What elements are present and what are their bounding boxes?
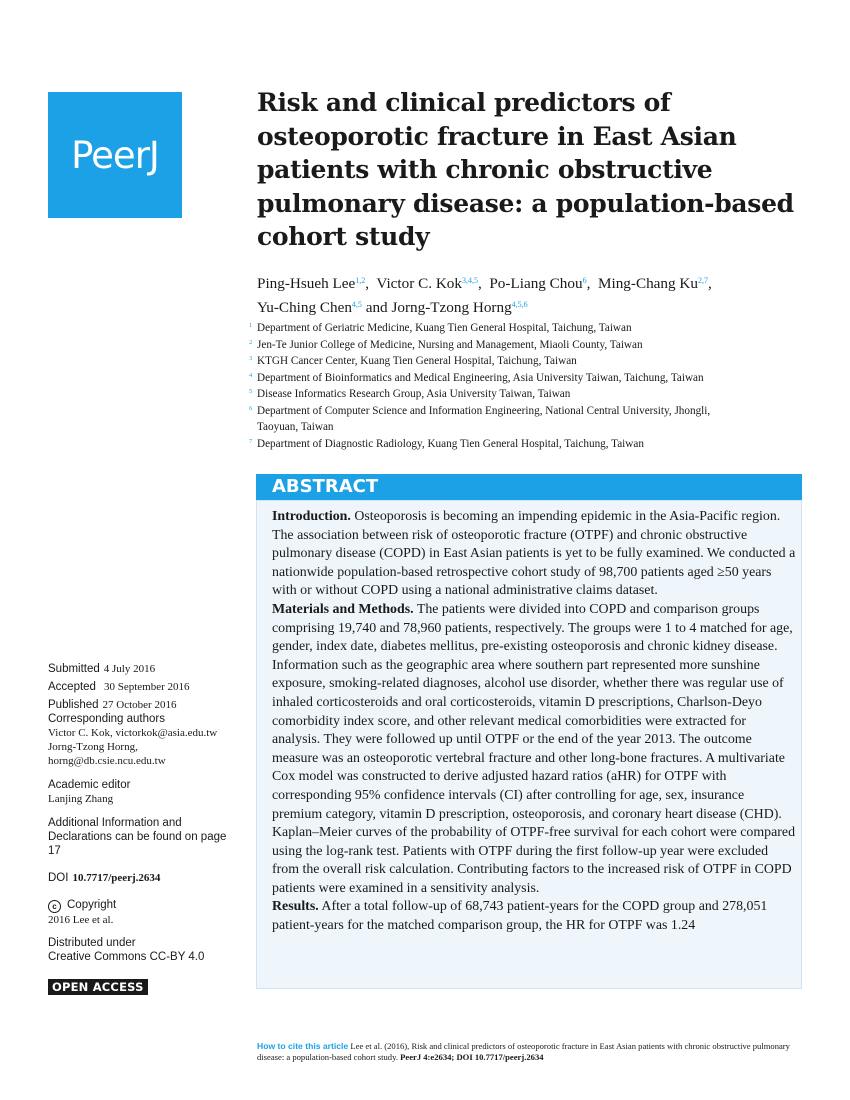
additional-info[interactable]: Additional Information and Declarations can be found on page 17 <box>48 817 227 857</box>
affiliation-item <box>249 403 737 436</box>
authors-and: and <box>365 299 388 316</box>
license-link[interactable]: Creative Commons CC-BY 4.0 <box>48 951 205 963</box>
copyright-label: Copyright <box>67 899 117 911</box>
author-name[interactable]: Ming-Chang Ku <box>597 275 698 292</box>
author-affil-ref: 2,7 <box>697 276 708 285</box>
accepted-date: 30 September 2016 <box>103 681 190 693</box>
affiliation-number: 5 <box>249 388 253 395</box>
corresponding-email-2[interactable]: horng@db.csie.ncu.edu.tw <box>48 755 166 767</box>
affiliation-text: Jen-Te Junior College of Medicine, Nursing and Management, Miaoli County, Taiwan <box>257 338 643 351</box>
affiliation-number: 6 <box>249 404 253 412</box>
author-name[interactable]: Yu-Ching Chen <box>257 299 352 316</box>
author-affil-ref: 6 <box>582 276 587 285</box>
affiliation-item <box>249 370 809 387</box>
affiliation-number: 3 <box>249 355 253 362</box>
citation-footer <box>257 1041 802 1063</box>
accepted-label: Accepted <box>48 681 96 693</box>
published-label: Published <box>48 699 99 711</box>
author-name[interactable]: Victor C. Kok <box>376 275 462 292</box>
copyright-block <box>48 895 248 927</box>
methods-label: Materials and Methods. <box>272 601 414 617</box>
copyright-holder: 2016 Lee et al. <box>48 914 114 926</box>
intro-text: Osteoporosis is becoming an impending epidemic in the Asia-Pacific region. The association between risk of osteoporotic fracture (OTPF) and chronic obstructive pulmonary disease (COPD) in East Asian patients is yet to be fully examined. We conducted a nationwide population-based retrospective cohort study of 98,700 patients aged ≥50 years with or without COPD using a national administrative claims dataset. <box>272 509 796 599</box>
affiliation-text: Department of Diagnostic Radiology, Kuang Tien General Hospital, Taichung, Taiwan <box>257 437 644 450</box>
published-date: 27 October 2016 <box>102 699 177 711</box>
doi-label: DOI <box>48 872 69 884</box>
editor-label: Academic editor <box>48 779 131 791</box>
affiliation-text: Disease Informatics Research Group, Asia University Taiwan, Taiwan <box>257 388 571 400</box>
article-title: Risk and clinical predictors of osteoporotic fracture in East Asian patients with chronic obstructive pulmonary disease: a population-based cohort study <box>257 88 794 251</box>
submitted-label: Submitted <box>48 663 100 675</box>
author-name[interactable]: Jorng-Tzong Horng <box>391 299 512 316</box>
methods-text: The patients were divided into COPD and comparison groups comprising 19,740 and 78,960 patients, respectively. The groups were 1 to 4 matched for age, gender, index date, diabetes mellitus, pre-existing osteoporosis and chronic kidney disease. Information such as the geographic area where southern part represented more sunshine exposure, smoking-related diagnoses, alcohol use disorder, whether there was regular use of inhaled corticosteroids and oral corticosteroids, vitamin D prescriptions, Charlson-Deyo comorbidity index score, and other relevant medical comorbidities were extracted for analysis. They were followed up until OTPF or the end of the year 2013. The outcome measure was an osteoporotic vertebral fracture and other long-bone fractures. A multivariate Cox model was constructed to derive adjusted hazard ratios (aHR) for OTPF with corresponding 95% confidence intervals (CI) after controlling for age, sex, insurance premium category, vitamin D prescription, osteoporosis, and coronary heart disease (CHD). Kaplan–Meier curves of the probability of OTPF-free survival for each cohort were compared using the log-rank test. Patients with OTPF during the first follow-up year were excluded from the overall risk calculation. Contributing factors to the increased risk of OTPF in COPD patients were examined in a sensitivity analysis. <box>272 601 796 896</box>
affiliation-item <box>249 386 809 403</box>
affiliation-item <box>249 436 809 453</box>
author-list: Ping-Hsueh Lee$^{1,2}$, Victor C. Kok$^{3,4,5}$, Po-Liang Chou$^6$, Ming-Chang Ku$^{2,7}$, Yu-Ching Chen$^{4,5}$ and Jorng-Tzong Horng$^{4,5,6}$ <box>257 275 712 316</box>
affiliation-number: 1 <box>249 322 253 329</box>
affiliation-number: 7 <box>249 437 253 445</box>
affiliation-item <box>249 320 809 337</box>
affiliation-text: Department of Geriatric Medicine, Kuang Tien General Hospital, Taichung, Taiwan <box>257 322 632 334</box>
affiliation-number: 4 <box>249 371 253 379</box>
cite-text: Lee et al. (2016), Risk and clinical predictors of osteoporotic fracture in East Asian patients with chronic obstructive pulmonary disease: a population-based cohort study. <box>257 1041 790 1062</box>
copyright-icon: c <box>48 900 61 913</box>
doi-link[interactable]: 10.7717/peerj.2634 <box>72 872 161 884</box>
corresponding-author-1[interactable]: Victor C. Kok, victorkok@asia.edu.tw <box>48 727 218 739</box>
results-label: Results. <box>272 899 319 915</box>
additional-info-block <box>48 816 228 858</box>
doi-block <box>48 868 248 886</box>
submitted-date: 4 July 2016 <box>103 663 156 675</box>
intro-label: Introduction. <box>272 509 351 524</box>
cite-doi[interactable]: DOI 10.7717/peerj.2634 <box>456 1052 544 1062</box>
author-affil-ref: 4,5,6 <box>511 300 528 309</box>
open-access-badge: OPEN ACCESS <box>48 979 148 995</box>
corresponding-author-2: Jorng-Tzong Horng, <box>48 741 138 753</box>
affiliation-number: 2 <box>249 338 253 346</box>
cite-label: How to cite this article <box>257 1041 349 1051</box>
results-text: After a total follow-up of 68,743 patient-years for the COPD group and 278,051 patient-years for the matched comparison group, the HR for OTPF was 1.24 <box>272 899 768 934</box>
abstract-text <box>272 508 796 936</box>
editor-block <box>48 778 248 806</box>
author-name[interactable]: Ping-Hsueh Lee <box>257 275 356 292</box>
affiliation-item <box>249 353 809 370</box>
abstract-header <box>256 474 802 500</box>
affiliation-text: KTGH Cancer Center, Kuang Tien General Hospital, Taichung, Taiwan <box>257 355 577 367</box>
corresponding-block <box>48 712 248 768</box>
author-affil-ref: 3,4,5 <box>461 276 478 285</box>
affiliation-text: Department of Computer Science and Information Engineering, National Central University, Jhongli, Taoyuan, Taiwan <box>257 404 711 433</box>
affiliation-list <box>249 320 809 452</box>
affiliation-text: Department of Bioinformatics and Medical Engineering, Asia University Taiwan, Taichung, Taiwan <box>257 371 704 384</box>
distributed-label: Distributed under <box>48 937 136 949</box>
author-affil-ref: 1,2 <box>355 276 366 285</box>
logo-text: PeerJ <box>71 133 159 177</box>
author-name[interactable]: Po-Liang Chou <box>489 275 583 292</box>
license-block <box>48 936 248 964</box>
affiliation-item <box>249 337 809 354</box>
corresponding-label: Corresponding authors <box>48 713 165 725</box>
abstract-heading: ABSTRACT <box>272 476 379 497</box>
peerj-logo <box>48 92 182 218</box>
dates-block <box>48 659 248 713</box>
author-affil-ref: 4,5 <box>351 300 362 309</box>
editor-name: Lanjing Zhang <box>48 793 114 805</box>
cite-journal: PeerJ 4:e2634; <box>400 1052 455 1062</box>
